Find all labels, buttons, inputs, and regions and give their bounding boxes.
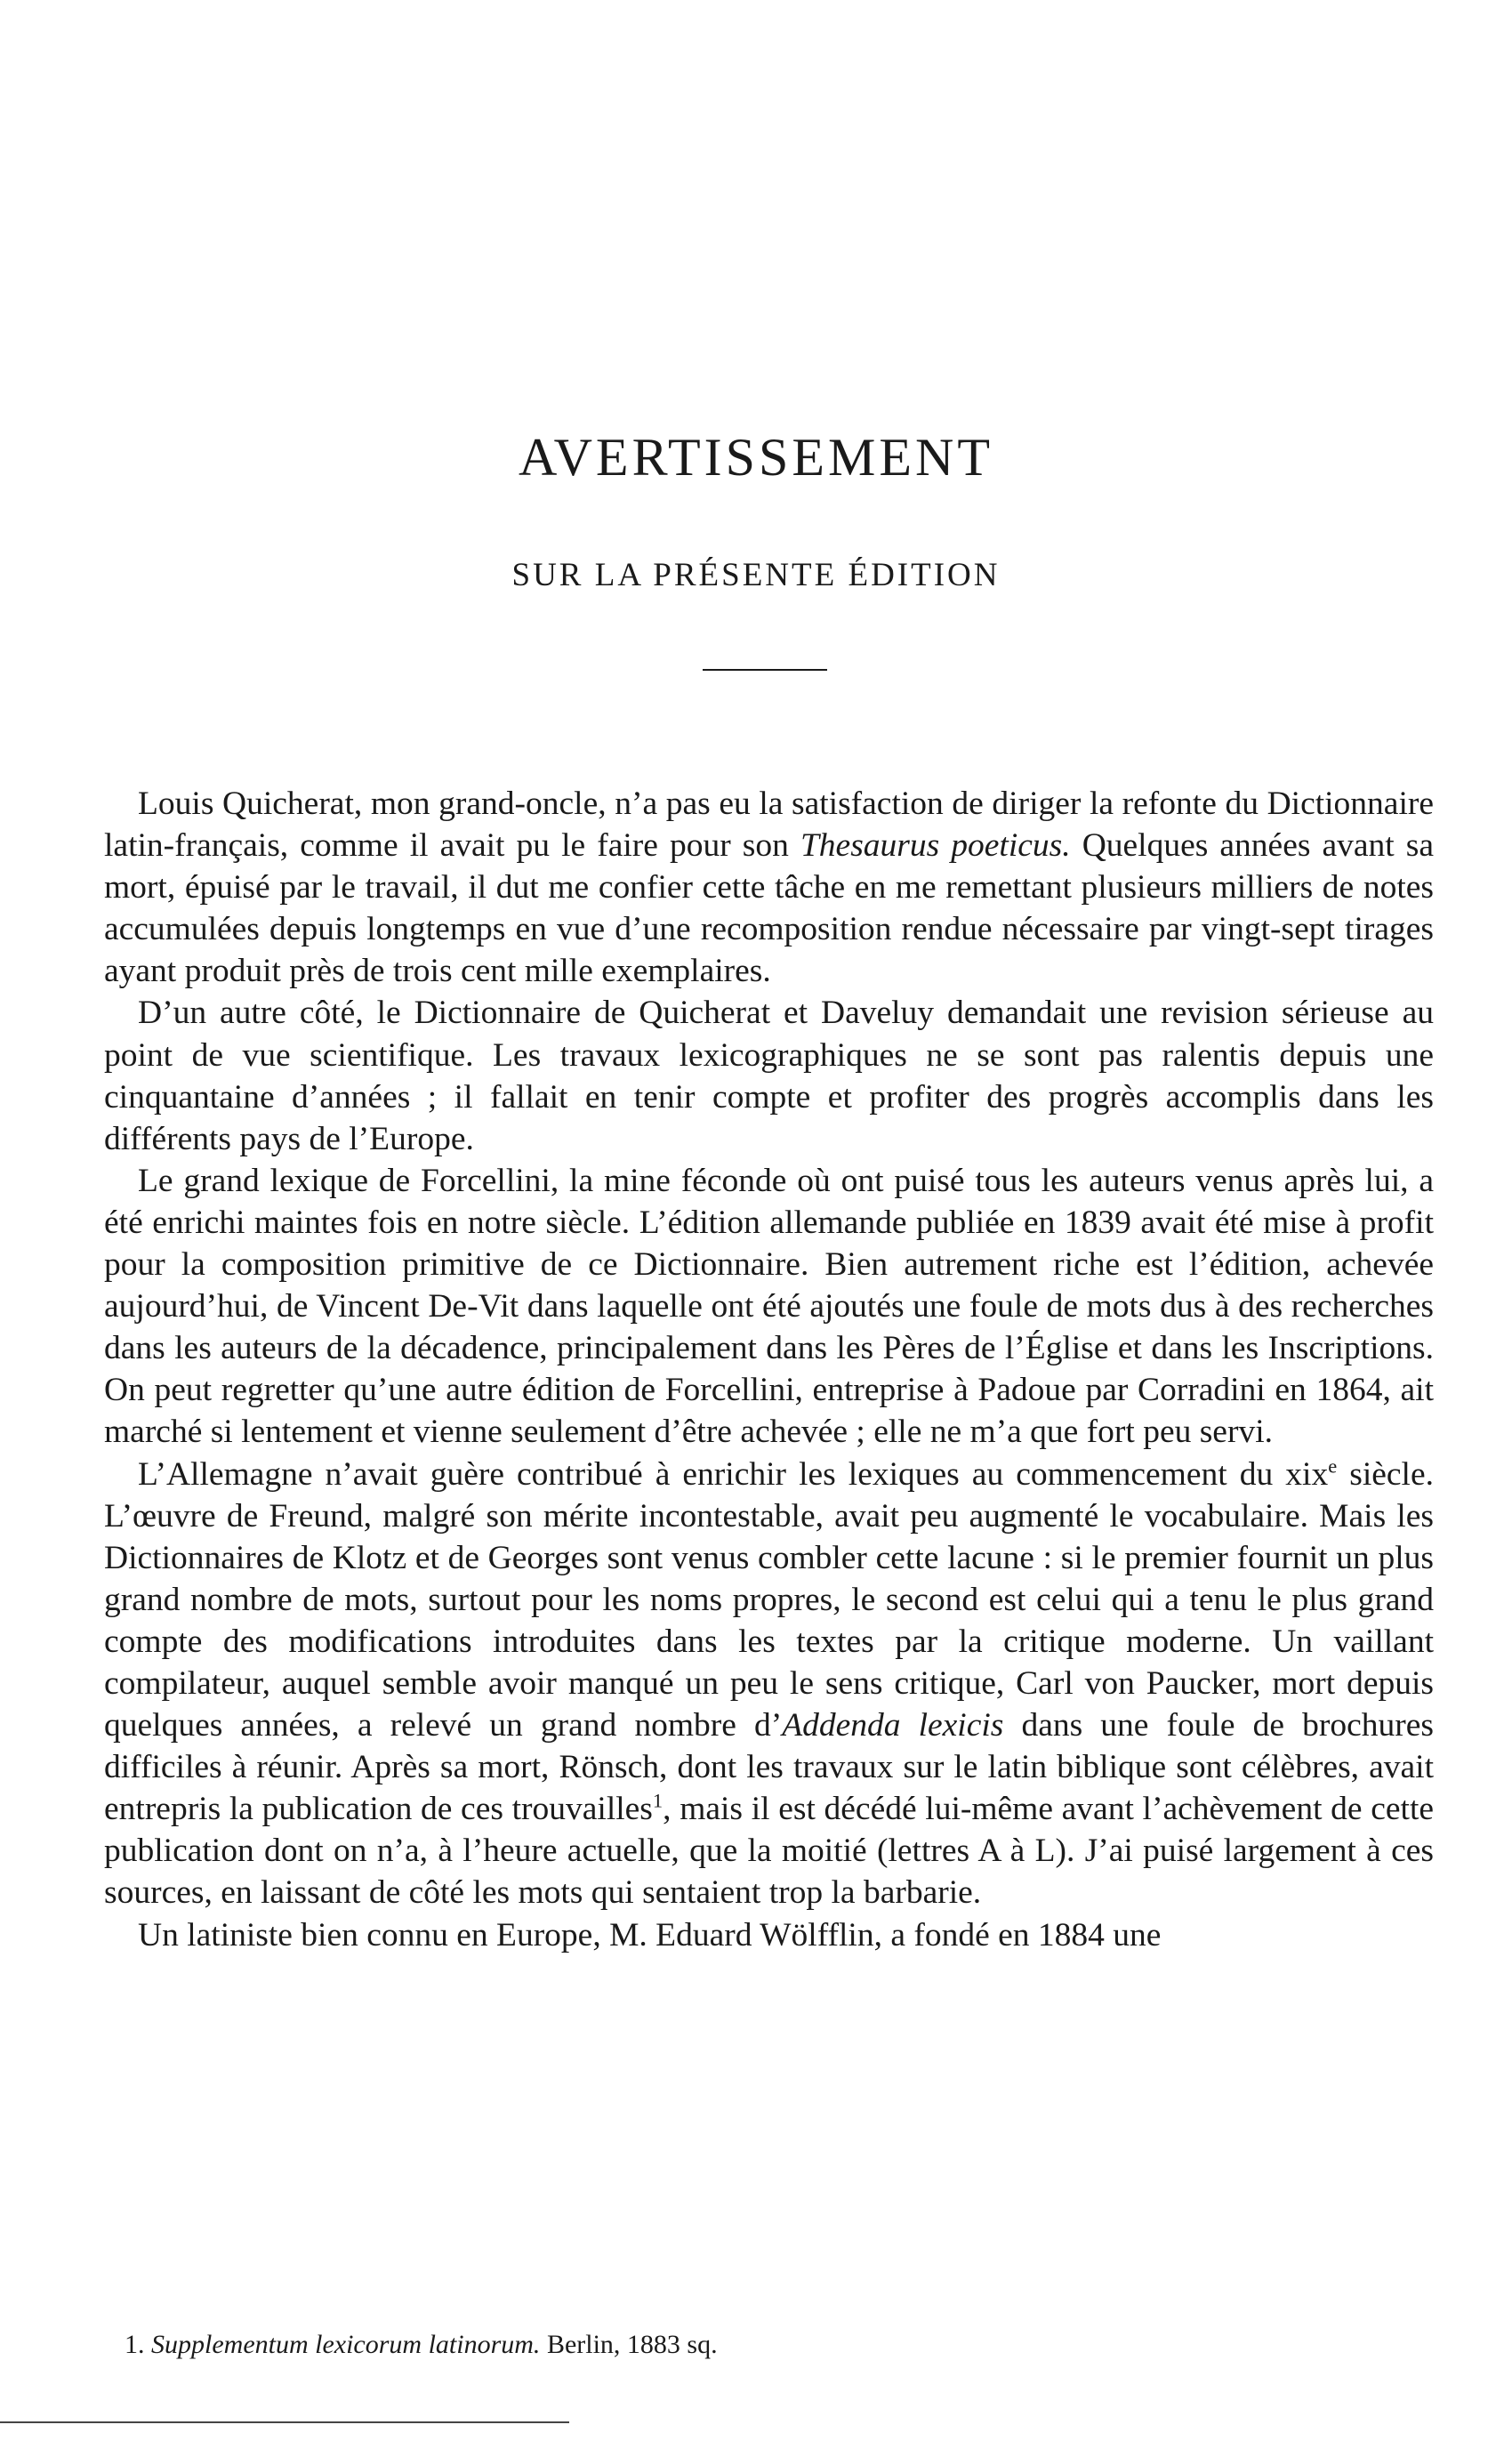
book-title: Thesaurus poeticus.: [800, 827, 1071, 865]
paragraph-text: Louis Quicherat, mon grand-oncle, n’a pas eu la satisfaction de diriger la refonte du Dictionnaire latin-français, comme il avait pu le faire pour son: [104, 785, 1434, 865]
footnote-reference[interactable]: 1: [652, 1789, 664, 1812]
bottom-rule: [0, 2421, 569, 2423]
paragraph: D’un autre côté, le Dictionnaire de Quicherat et Daveluy demandait une revision sérieuse au point de vue scientifique. Les travaux lexicographiques ne se sont pas ralentis depuis une cinquantaine d’années ; il fallait en tenir compte et profiter des progrès accomplis dans les différents pays de l’Europe.: [104, 995, 1434, 1157]
paragraph: [104, 1454, 1434, 1914]
paragraph-text: siècle. L’œuvre de Freund, malgré son mérite incontestable, avait peu augmenté le vocabulaire. Mais les Dictionnaires de Klotz et de Georges sont venus combler cette lacune : si le premier fournit un plus grand nombre de mots, surtout pour les noms propres, le second est celui qui a tenu le plus grand compte des modifications introduites dans les textes par la critique moderne. Un vaillant compilateur, auquel semble avoir manqué un peu le sens critique, Carl von Paucker, mort depuis quelques années, a relevé un grand nombre d’: [104, 1455, 1434, 1744]
body-text: [104, 783, 1434, 1956]
page-title: AVERTISSEMENT: [519, 428, 993, 487]
footnote: [125, 2329, 1370, 2361]
paragraph: Un latiniste bien connu en Europe, M. Eduard Wölfflin, a fondé en 1884 une: [138, 1916, 1162, 1954]
century-numeral: xix: [1285, 1455, 1329, 1493]
footnote-text: Berlin, 1883 sq.: [540, 2330, 718, 2359]
page-subtitle: SUR LA PRÉSENTE ÉDITION: [511, 557, 1001, 593]
paragraph: Le grand lexique de Forcellini, la mine féconde où ont puisé tous les auteurs venus après lui, a été enrichi maintes fois en notre siècle. L’édition allemande publiée en 1839 avait été mise à profit pour la composition primitive de ce Dictionnaire. Bien autrement riche est l’édition, achevée aujourd’hui, de Vincent De-Vit dans laquelle ont été ajoutés une foule de mots dus à des recherches dans les auteurs de la décadence, principalement dans les Pères de l’Église et dans les Inscriptions. On peut regretter qu’une autre édition de Forcellini, entreprise à Padoue par Corradini en 1864, ait marché si lentement et vienne seulement d’être achevée ; elle ne m’a que fort peu servi.: [104, 1162, 1434, 1451]
paragraph-text: , mais il est décédé lui-même avant l’achèvement de cette publication dont on n’a, à l’heure actuelle, que la moitié (lettres A à L). J’ai puisé largement à ces sources, en laissant de côté les mots qui sentaient trop la barbarie.: [104, 1791, 1435, 1912]
century-suffix: e: [1328, 1454, 1338, 1477]
paragraph-text: Quelques années avant sa mort, épuisé par le travail, il dut me confier cette tâche en me remettant plusieurs milliers de notes accumulées depuis longtemps en vue d’une recomposition rendue nécessaire par vingt-sept tirages ayant produit près de trois cent mille exemplaires.: [104, 827, 1435, 990]
footnote-number: 1.: [125, 2330, 145, 2359]
title-divider: [703, 669, 827, 671]
paragraph-text: L’Allemagne n’avait guère contribué à enrichir les lexiques au commencement du: [138, 1455, 1286, 1493]
paragraph: [104, 783, 1434, 992]
book-title: Addenda lexicis: [782, 1707, 1004, 1744]
footnote-title: Supplementum lexicorum latinorum.: [151, 2330, 541, 2359]
paragraph-text: dans une foule de brochures difficiles à réunir. Après sa mort, Rönsch, dont les travaux sur le latin biblique sont célèbres, avait entrepris la publication de ces trouvailles: [104, 1707, 1435, 1828]
